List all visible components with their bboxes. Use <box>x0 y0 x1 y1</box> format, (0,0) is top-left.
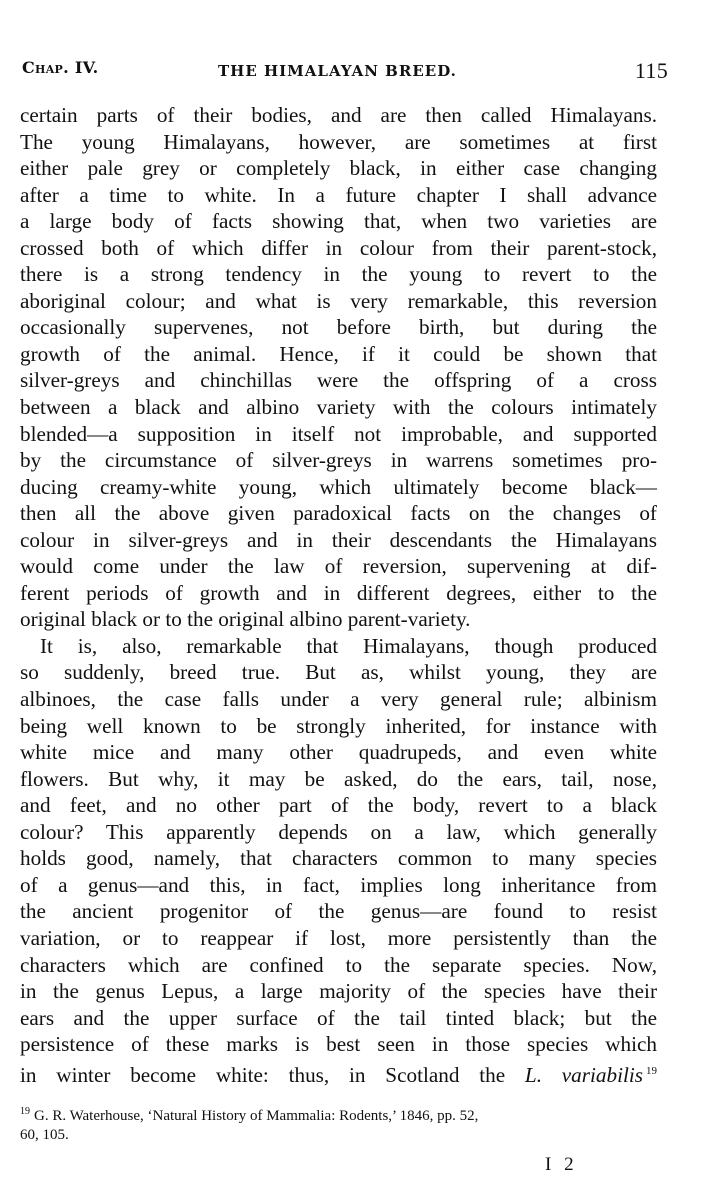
text-line: crossed both of which differ in colour from their parent-stock, <box>20 235 657 260</box>
text-line: in the genus Lepus, a large majority of the species have their <box>20 979 657 1004</box>
text-line: a large body of facts showing that, when two varieties are <box>20 209 657 234</box>
text-line: white mice and many other quadrupeds, and even white <box>20 740 657 765</box>
text-line: aboriginal colour; and what is very remarkable, this reversion <box>20 288 657 313</box>
chapter-label: Chap. IV. <box>22 58 99 77</box>
species-name: L. variabilis <box>524 1062 643 1087</box>
body-text <box>20 102 657 1087</box>
text-line: then all the above given paradoxical facts on the changes of <box>20 501 657 526</box>
text-line: characters which are confined to the separate species. Now, <box>20 952 657 977</box>
text-line: growth of the animal. Hence, if it could be shown that <box>20 341 657 366</box>
text-line: there is a strong tendency in the young to revert to the <box>20 262 657 287</box>
text-line: persistence of these marks is best seen in those species which <box>20 1032 657 1057</box>
footnote-reference: 19 <box>646 1064 657 1077</box>
text-line: colour in silver-greys and in their descendants the Himalayans <box>20 527 657 552</box>
footnote-line: 60, 105. <box>20 1127 69 1143</box>
text-line: the ancient progenitor of the genus—are found to resist <box>20 899 657 924</box>
footnote-text: G. R. Waterhouse, ‘Natural History of Mammalia: Rodents,’ 1846, pp. 52, <box>34 1108 479 1124</box>
signature-mark: I 2 <box>545 1154 578 1175</box>
text-line: being well known to be strongly inherited, for instance with <box>20 713 657 738</box>
text-line: so suddenly, breed true. But as, whilst young, they are <box>20 660 657 685</box>
text-line: ears and the upper surface of the tail tinted black; but the <box>20 1005 657 1030</box>
text-line: by the circumstance of silver-greys in warrens sometimes pro- <box>20 448 657 473</box>
text-line: either pale grey or completely black, in either case changing <box>20 156 657 181</box>
footnote-marker: 19 <box>20 1106 30 1117</box>
text-line: between a black and albino variety with the colours intimately <box>20 395 657 420</box>
text-line: blended—a supposition in itself not improbable, and supported <box>20 421 657 446</box>
text-line: holds good, namely, that characters common to many species <box>20 846 657 871</box>
text-line: original black or to the original albino parent-variety. <box>20 607 471 632</box>
text-line: The young Himalayans, however, are sometimes at first <box>20 129 657 154</box>
text-line: ducing creamy-white young, which ultimately become black— <box>20 474 657 499</box>
text-line-segment: in winter become white: thus, in Scotland the <box>20 1062 506 1087</box>
text-line: flowers. But why, it may be asked, do the ears, tail, nose, <box>20 766 657 791</box>
footnote <box>20 1102 650 1145</box>
text-line: albinoes, the case falls under a very general rule; albinism <box>20 687 657 712</box>
footnote-line <box>20 1102 650 1126</box>
text-line: of a genus—and this, in fact, implies long inheritance from <box>20 872 657 897</box>
running-title: THE HIMALAYAN BREED. <box>218 62 457 80</box>
text-line: would come under the law of reversion, supervening at dif- <box>20 554 657 579</box>
text-line: and feet, and no other part of the body, revert to a black <box>20 793 657 818</box>
text-line: variation, or to reappear if lost, more persistently than the <box>20 925 657 950</box>
text-line: silver-greys and chinchillas were the offspring of a cross <box>20 368 657 393</box>
text-line: certain parts of their bodies, and are then called Himalayans. <box>20 103 657 127</box>
text-line: ferent periods of growth and in different degrees, either to the <box>20 580 657 605</box>
paragraph-first-line: It is, also, remarkable that Himalayans, though produced <box>40 633 657 658</box>
running-head <box>22 56 668 86</box>
text-line: colour? This apparently depends on a law, which generally <box>20 819 657 844</box>
page-number: 115 <box>634 58 668 83</box>
text-line-with-footnote-ref <box>20 1058 657 1085</box>
text-line: occasionally supervenes, not before birth, but during the <box>20 315 657 340</box>
text-line: after a time to white. In a future chapter I shall advance <box>20 182 657 207</box>
